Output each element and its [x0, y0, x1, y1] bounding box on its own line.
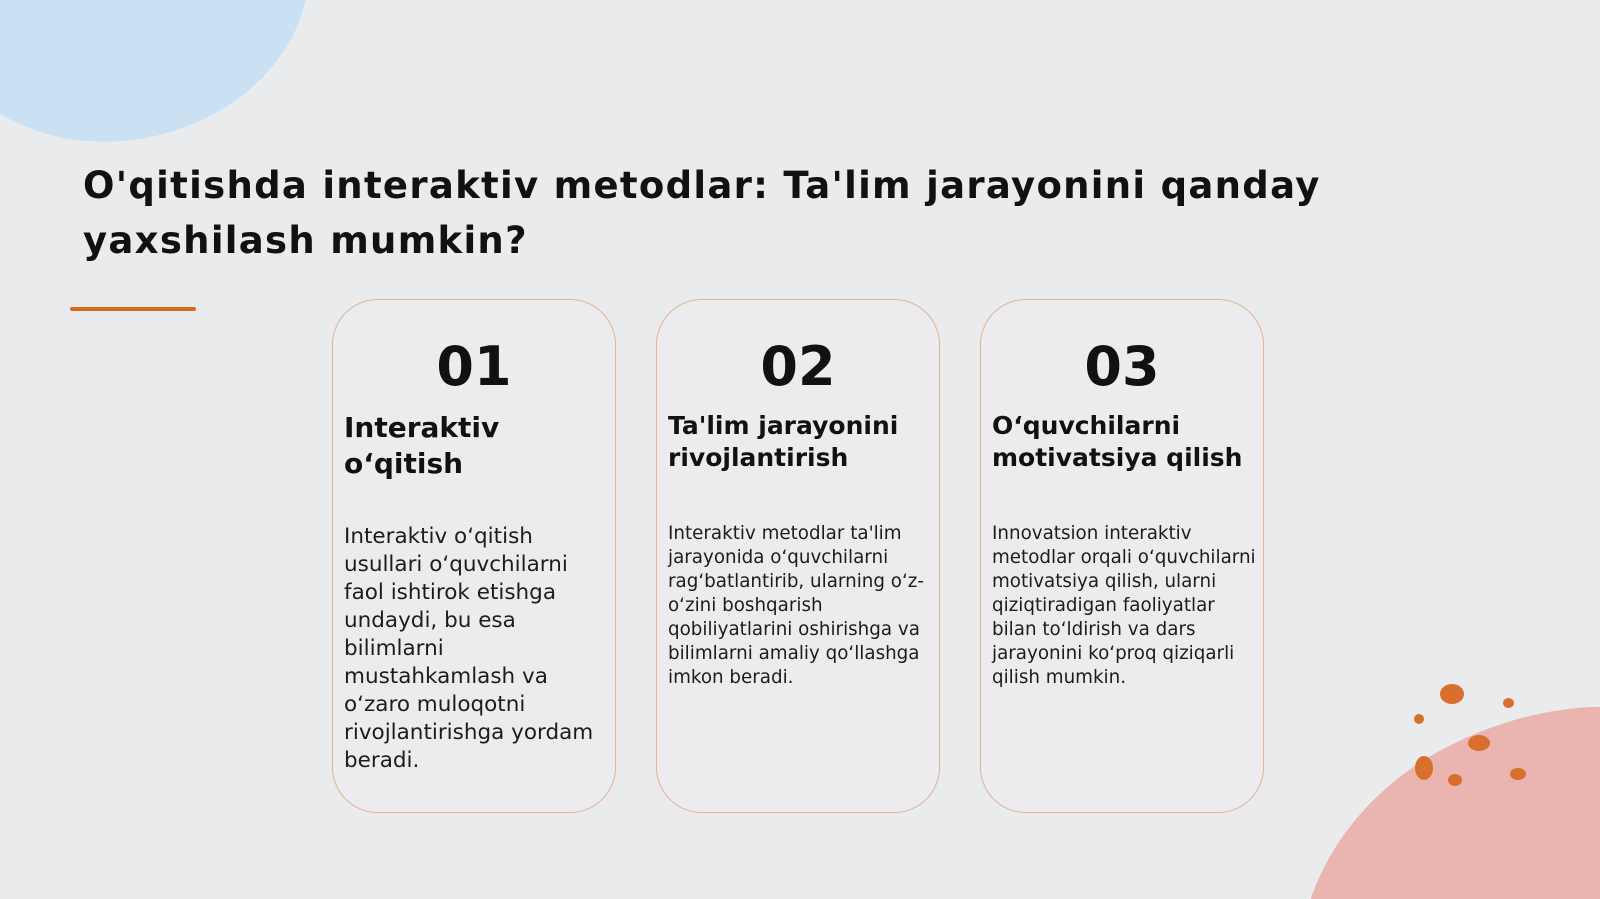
card-number: 02 — [760, 335, 836, 398]
card-heading: O‘quvchilarni motivatsiya qilish — [992, 411, 1243, 472]
decorative-dot — [1440, 684, 1464, 704]
card-body: Interaktiv o‘qitish usullari o‘quvchilarni faol ishtirok etishga undaydi, bu esa bilimlarni mustahkamlash va o‘zaro muloqotni rivojlantirishga yordam beradi. — [344, 524, 594, 773]
card-number: 01 — [436, 335, 512, 398]
title-accent-line — [70, 307, 196, 311]
decorative-dot — [1503, 698, 1514, 708]
decorative-blue-blob — [0, 0, 338, 176]
card-student-motivation — [980, 299, 1264, 813]
card-number: 03 — [1084, 335, 1160, 398]
card-heading: Interaktiv o‘qitish — [344, 411, 500, 480]
card-body: Interaktiv metodlar ta'lim jarayonida o‘quvchilarni rag‘batlantirib, ularning o‘z-o‘zini boshqarish qobiliyatlarini oshirishga va bilimlarni amaliy qo‘llashga imkon beradi. — [668, 523, 924, 688]
card-learning-process — [656, 299, 940, 813]
decorative-dot — [1414, 714, 1424, 724]
slide-title: O'qitishda interaktiv metodlar: Ta'lim jarayonini qanday yaxshilash mumkin? — [83, 164, 1321, 262]
card-interactive-teaching — [332, 299, 616, 813]
card-heading: Ta'lim jarayonini rivojlantirish — [668, 411, 899, 472]
decorative-dot — [1510, 768, 1526, 780]
card-body: Innovatsion interaktiv metodlar orqali o‘quvchilarni motivatsiya qilish, ularni qiziqtiradigan faoliyatlar bilan to‘ldirish va dars jarayonini ko‘proq qiziqarli qilish mumkin. — [992, 523, 1256, 688]
decorative-dot — [1468, 735, 1490, 751]
decorative-dot — [1448, 774, 1462, 786]
decorative-pink-blob — [1222, 623, 1600, 899]
decorative-dot — [1415, 756, 1433, 780]
